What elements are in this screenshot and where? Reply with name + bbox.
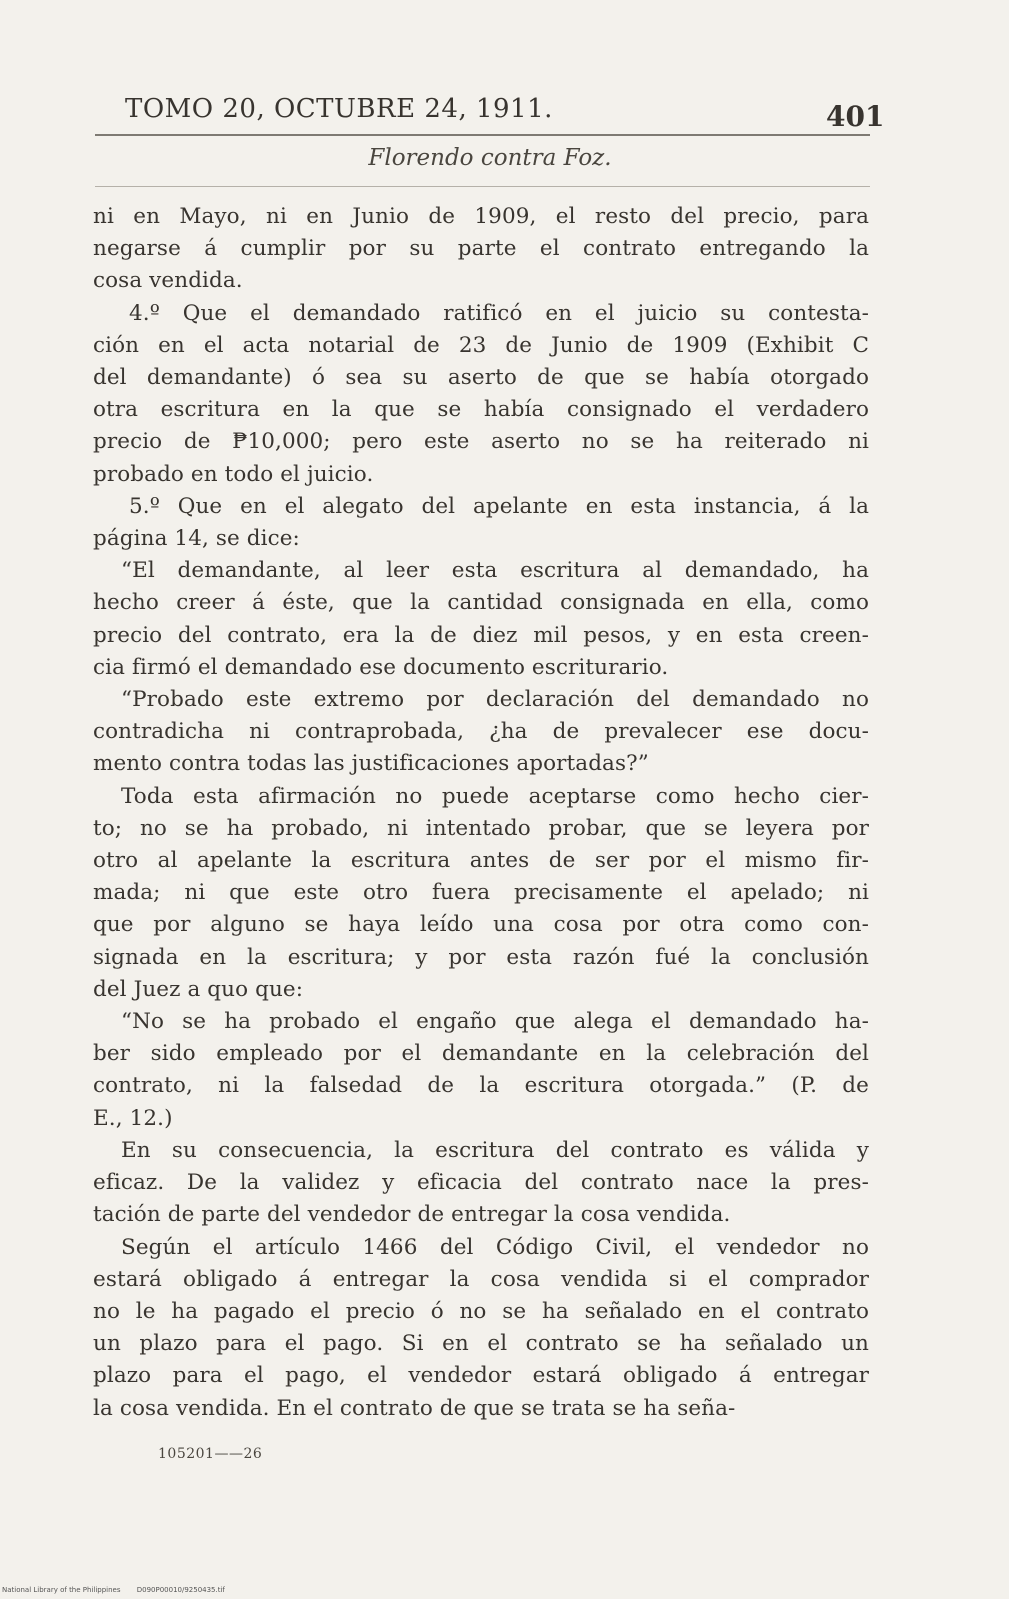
text-line: precio de ₱10,000; pero este aserto no se ha reiterado ni — [93, 429, 869, 455]
running-title: Florendo contra Foz. — [368, 145, 612, 171]
text-line: Toda esta afirmación no puede aceptarse como hecho cier- — [121, 783, 869, 809]
text-line: “No se ha probado el engaño que alega el demandado ha- — [121, 1009, 869, 1035]
text-line: del demandante) ó sea su aserto de que se había otorgado — [93, 365, 869, 391]
paragraph — [93, 1232, 869, 1425]
text-line: otra escritura en la que se había consignado el verdadero — [93, 397, 869, 423]
text-line: Según el artículo 1466 del Código Civil, el vendedor no — [121, 1234, 869, 1260]
paragraph — [93, 684, 869, 781]
paragraph — [93, 1006, 869, 1135]
header-rule — [95, 134, 870, 136]
paragraph — [93, 491, 869, 555]
running-title-rule — [95, 186, 870, 187]
text-line: mada; ni que este otro fuera precisamente el apelado; ni — [93, 880, 869, 906]
text-line: tación de parte del vendedor de entregar la cosa vendida. — [93, 1202, 731, 1228]
text-line: ción en el acta notarial de 23 de Junio de 1909 (Exhibit C — [93, 332, 869, 358]
text-line: precio del contrato, era la de diez mil pesos, y en esta creen- — [93, 622, 869, 648]
text-line: estará obligado á entregar la cosa vendida si el comprador — [93, 1266, 869, 1292]
paragraph — [93, 781, 869, 1006]
text-line: 4.º Que el demandado ratificó en el juicio su contesta- — [129, 300, 869, 326]
scan-credit-file: D090P00010/9250435.tif — [136, 1586, 225, 1594]
page-header-title: TOMO 20, OCTUBRE 24, 1911. — [125, 94, 553, 124]
text-line: un plazo para el pago. Si en el contrato se ha señalado un — [93, 1331, 869, 1357]
text-line: contradicha ni contraprobada, ¿ha de prevalecer ese docu- — [93, 719, 869, 745]
text-line: 5.º Que en el alegato del apelante en esta instancia, á la — [129, 493, 869, 519]
page-number: 401 — [826, 100, 885, 133]
text-line: “Probado este extremo por declaración del demandado no — [121, 687, 869, 713]
text-line: página 14, se dice: — [93, 526, 300, 552]
paragraph — [93, 555, 869, 684]
scan-credit-library: National Library of the Philippines — [2, 1586, 121, 1594]
text-line: del Juez a quo que: — [93, 976, 304, 1002]
text-line: signada en la escritura; y por esta razón fué la conclusión — [93, 944, 869, 970]
text-line: plazo para el pago, el vendedor estará obligado á entregar — [93, 1363, 869, 1389]
text-line: “El demandante, al leer esta escritura al demandado, ha — [121, 558, 869, 584]
text-line: probado en todo el juicio. — [93, 461, 374, 487]
scan-credit — [2, 1586, 239, 1594]
text-line: mento contra todas las justificaciones aportadas?” — [93, 751, 649, 777]
body-text — [93, 201, 869, 1425]
text-line: que por alguno se haya leído una cosa por otra como con- — [93, 912, 869, 938]
text-line: ber sido empleado por el demandante en la celebración del — [93, 1041, 869, 1067]
text-line: En su consecuencia, la escritura del contrato es válida y — [121, 1137, 869, 1163]
text-line: no le ha pagado el precio ó no se ha señalado en el contrato — [93, 1298, 869, 1324]
paragraph — [93, 1135, 869, 1232]
text-line: cosa vendida. — [93, 268, 243, 294]
text-line: contrato, ni la falsedad de la escritura otorgada.” (P. de — [93, 1073, 869, 1099]
text-line: ni en Mayo, ni en Junio de 1909, el resto del precio, para — [93, 204, 869, 229]
paragraph — [93, 201, 869, 298]
text-line: otro al apelante la escritura antes de ser por el mismo fir- — [93, 848, 869, 874]
text-line: cia firmó el demandado ese documento escriturario. — [93, 654, 669, 680]
text-line: eficaz. De la validez y eficacia del contrato nace la pres- — [93, 1170, 869, 1196]
printer-signature-mark: 105201——26 — [158, 1446, 263, 1462]
text-line: la cosa vendida. En el contrato de que se trata se ha seña- — [93, 1395, 736, 1421]
text-line: hecho creer á éste, que la cantidad consignada en ella, como — [93, 590, 869, 616]
text-line: to; no se ha probado, ni intentado probar, que se leyera por — [93, 815, 869, 841]
text-line: E., 12.) — [93, 1105, 173, 1131]
text-line: negarse á cumplir por su parte el contrato entregando la — [93, 236, 869, 262]
paragraph — [93, 298, 869, 491]
